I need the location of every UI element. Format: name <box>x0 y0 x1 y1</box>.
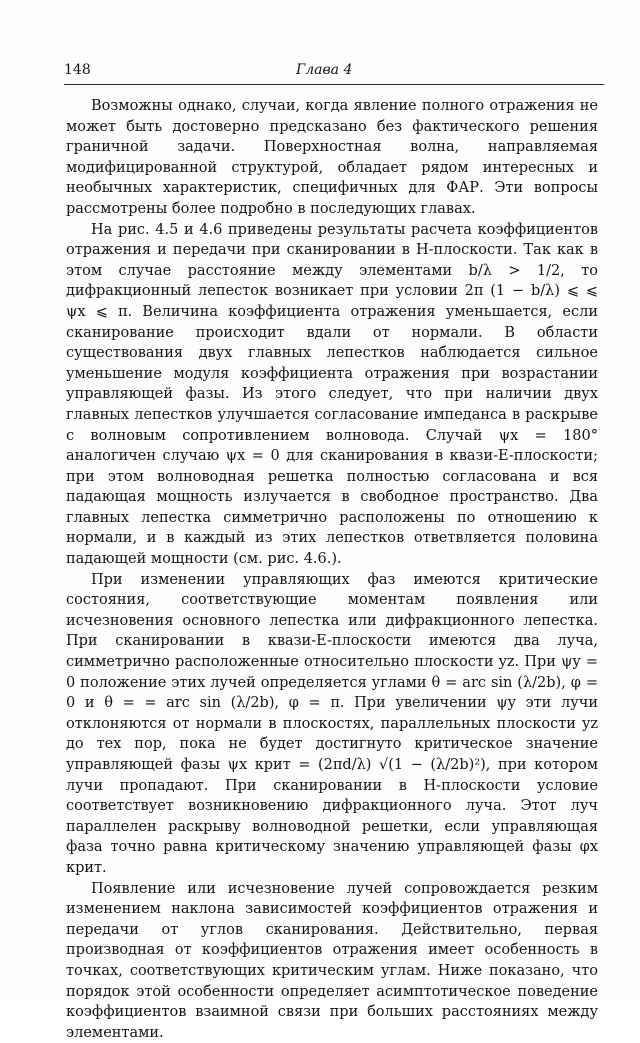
header-rule <box>64 84 604 85</box>
paragraph: Появление или исчезновение лучей сопровождается резким изменением наклона зависимостей коэффициентов отражения и передачи от углов сканирования. Действительно, первая производная от коэффициентов отражения имеет особенность в точках, соответствующих критическим углам. Ниже показано, что порядок этой особенности определяет асимптотическое поведение коэффициентов взаимной связи при больших расстояниях между элементами. <box>66 880 598 1041</box>
paragraph: При изменении управляющих фаз имеются критические состояния, соответствующие моментам появления или исчезновения основного лепестка или дифракционного лепестка. При сканировании в квази-E-плоскости имеются два луча, симметрично расположенные относительно плоскости yz. При ψy = 0 положение этих лучей определяется углами θ = arc sin (λ/2b), φ = 0 и θ = = arc sin (λ/2b), φ = π. При увеличении ψy эти лучи отклоняются от нормали в плоскостях, параллельных плоскости yz до тех пор, пока не будет достигнуто критическое значение управляющей фазы ψx крит = (2πd/λ) √(1 − (λ/2b)²), при котором лучи пропадают. При сканировании в H-плоскости условие соответствует возникновению дифракционного луча. Этот луч параллелен раскрыву волноводной решетки, если управляющая фаза точно равна критическому значению управляющей фазы φx крит. <box>66 571 598 876</box>
paragraph: На рис. 4.5 и 4.6 приведены результаты расчета коэффициентов отражения и передачи при сканировании в H-плоскости. Так как в этом случае расстояние между элементами b/λ > 1/2, то дифракционный лепесток возникает при условии 2π (1 − b/λ) ⩽ ⩽ ψx ⩽ π. Величина коэффициента отражения уменьшается, если сканирование происходит вдали от нормали. В области существования двух главных лепестков наблюдается сильное уменьшение модуля коэффициента отражения при возрастании управляющей фазы. Из этого следует, что при наличии двух главных лепестков улучшается согласование импеданса в раскрыве с волновым сопротивлением волновода. Случай ψx = 180° аналогичен случаю ψx = 0 для сканирования в квази-E-плоскости; при этом волноводная решетка полностью согласована и вся падающая мощность излучается в свободное пространство. Два главных лепестка симметрично расположены по отношению к нормали, и в каждый из этих лепестков ответвляется половина падающей мощности (см. рис. 4.6.). <box>66 221 598 568</box>
chapter-title: Глава 4 <box>296 62 353 78</box>
page-header <box>64 62 604 82</box>
page-number: 148 <box>64 62 91 78</box>
paragraph: Возможны однако, случаи, когда явление полного отражения не может быть достоверно предсказано без фактического решения граничной задачи. Поверхностная волна, направляемая модифицированной структурой, обладает рядом интересных и необычных характеристик, специфичных для ФАР. Эти вопросы рассмотрены более подробно в последующих главах. <box>66 98 598 217</box>
body-text <box>66 96 598 1043</box>
